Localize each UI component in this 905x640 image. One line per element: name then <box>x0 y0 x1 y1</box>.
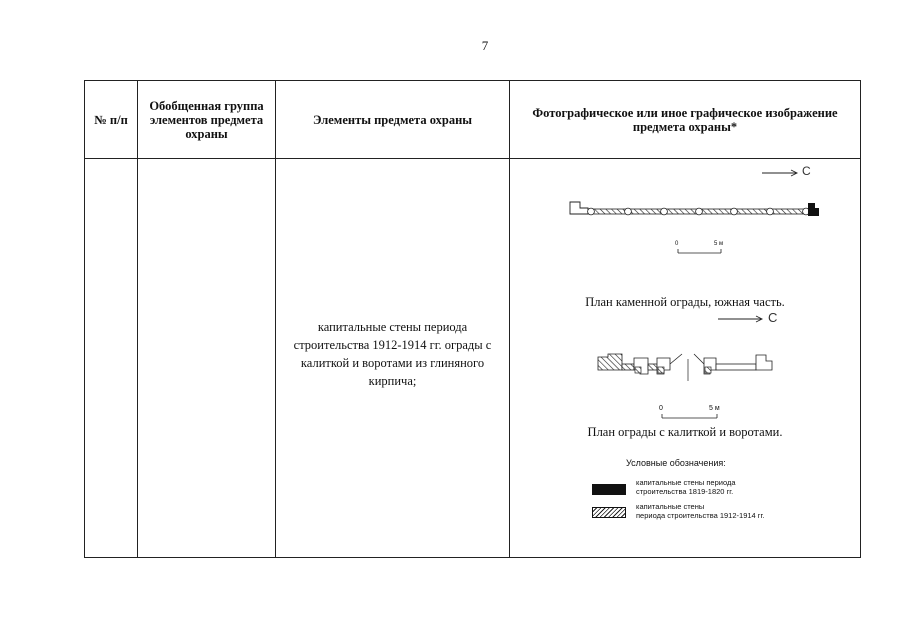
header-graphic: Фотографическое или иное графическое изображение предмета охраны* <box>510 81 861 159</box>
cell-elements <box>276 159 510 558</box>
elements-text: капитальные стены периода строительства 1912-1914 гг. ограды с калиткой и воротами из глиняного кирпича; <box>293 320 492 388</box>
scale-bar-1 <box>678 249 721 253</box>
legend-text-1912: капитальные стены периода строительства 1912-1914 гг. <box>636 502 765 520</box>
legend-swatch-1912 <box>592 507 626 518</box>
north-arrow-icon <box>718 316 762 322</box>
scale-zero-label: 0 <box>675 241 679 247</box>
fence-south-plan-drawing <box>510 159 861 557</box>
cell-number <box>85 159 138 558</box>
scale-five-label: 5 м <box>709 405 720 412</box>
caption-south-plan: План каменной ограды, южная часть. <box>585 295 785 309</box>
scale-zero-label: 0 <box>659 405 663 412</box>
header-elements: Элементы предмета охраны <box>276 81 510 159</box>
header-group: Обобщенная группа элементов предмета охраны <box>138 81 276 159</box>
caption-gate-plan: План ограды с калиткой и воротами. <box>587 425 783 439</box>
table-header-row <box>85 81 861 159</box>
cell-graphic <box>510 159 861 558</box>
page-number: 7 <box>481 38 489 53</box>
north-label: С <box>802 164 811 178</box>
north-arrow-icon <box>762 170 797 176</box>
header-number: № п/п <box>85 81 138 159</box>
scale-five-label: 5 м <box>714 241 724 247</box>
cell-group <box>138 159 276 558</box>
protection-table <box>84 80 861 558</box>
scale-bar-2 <box>662 414 717 418</box>
table-row <box>85 159 861 558</box>
legend-title: Условные обозначения: <box>626 458 726 468</box>
north-label: С <box>768 310 778 325</box>
legend-swatch-1819 <box>592 484 626 495</box>
legend-text-1819: капитальные стены периода строительства 1819-1820 гг. <box>636 478 736 496</box>
